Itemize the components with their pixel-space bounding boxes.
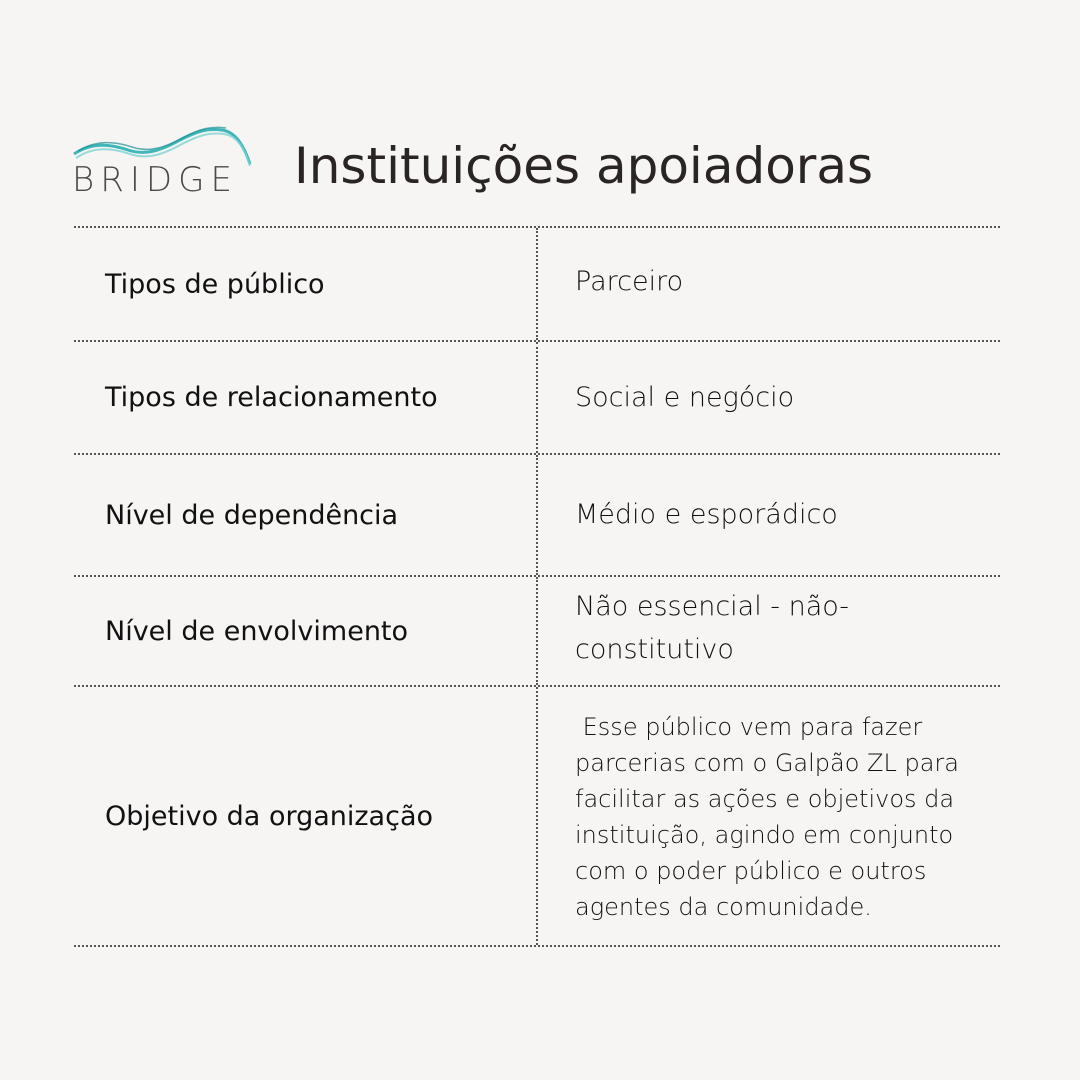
stakeholder-table	[74, 226, 1000, 947]
row-label: Tipos de relacionamento	[74, 342, 538, 453]
row-label: Objetivo da organização	[74, 687, 538, 945]
row-value: Não essencial - não-constitutivo	[575, 591, 850, 665]
page-title: Instituições apoiadoras	[294, 137, 874, 195]
table-row	[74, 687, 1000, 947]
table-row	[74, 228, 1000, 342]
row-label: Tipos de público	[74, 228, 538, 340]
table-row	[74, 577, 1000, 687]
row-value: Parceiro	[575, 265, 684, 297]
row-value: Social e negócio	[575, 382, 795, 413]
logo-wordmark: BRIDGE	[72, 160, 238, 200]
bridge-logo	[72, 124, 254, 202]
table-row	[74, 455, 1000, 577]
row-label: Nível de envolvimento	[74, 577, 538, 685]
row-label: Nível de dependência	[74, 455, 538, 575]
row-value: Esse público vem para fazer parcerias com o Galpão ZL para facilitar as ações e objetivos da instituição, agindo em conjunto com o poder público e outros agentes da comunidade.	[575, 713, 967, 921]
table-row	[74, 342, 1000, 455]
row-value: Médio e esporádico	[575, 498, 838, 530]
